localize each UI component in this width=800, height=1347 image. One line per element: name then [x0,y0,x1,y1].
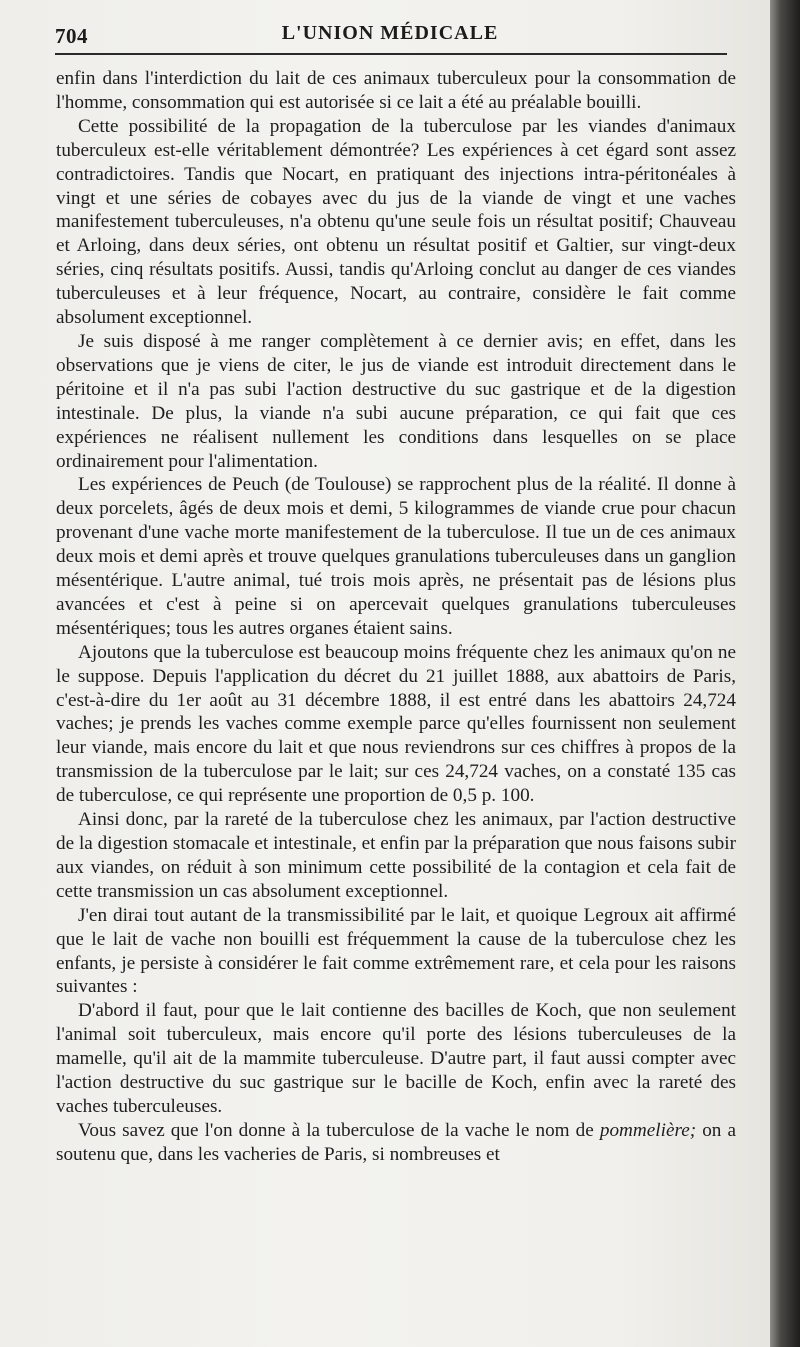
paragraph-pommeliere [56,1119,736,1167]
paragraph-milk-transmission: J'en dirai tout autant de la transmissibilité par le lait, et quoique Legroux ait affirmé que le lait de vache non bouilli est fréquemment la cause de la tuberculose chez les enfants, je persiste à considérer le fait comme extrêmement rare, et cela pour les raisons suivantes : [56,904,736,998]
paragraph-conclusion-meat: Ainsi donc, par la rareté de la tuberculose chez les animaux, par l'action destructive de la digestion stomacale et intestinale, et enfin par la préparation que nous faisons subir aux viandes, on réduit à son minimum cette possibilité de la contagion et cela fait de cette transmission un cas absolument exceptionnel. [56,809,736,902]
page-number: 704 [55,24,88,48]
pommeliere-text-before: Vous savez que l'on donne à la tuberculose de la vache le nom de [78,1119,600,1141]
paragraph-milk-ban: enfin dans l'interdiction du lait de ces animaux tuberculeux pour la consommation de l'homme, consommation qui est autorisée si ce lait a été au préalable bouilli. [56,68,736,113]
page-header [55,18,725,48]
journal-title: L'UNION MÉDICALE [281,22,499,44]
paragraph-slaughterhouse-stats: Ajoutons que la tuberculose est beaucoup moins fréquente chez les animaux qu'on ne le suppose. Depuis l'application du décret du 21 juillet 1888, aux abattoirs de Paris, c'est-à-dire du 1er août au 31 décembre 1888, il est entré dans les abattoirs 24,724 vaches; je prends les vaches comme exemple parce qu'elles fournissent non seulement leur viande, mais encore du lait et que nous reviendrons sur ces chiffres à propos de la transmission de la tuberculose par le lait; sur ces 24,724 vaches, on a constaté 135 cas de tuberculose, ce qui représente une proportion de 0,5 p. 100. [56,641,736,807]
paragraph-author-opinion: Je suis disposé à me ranger complètement à ce dernier avis; en effet, dans les observations que je viens de citer, le jus de viande est introduit directement dans le péritoine et il n'a pas subi l'action destructive du suc gastrique et de la digestion intestinale. De plus, la viande n'a subi aucune préparation, ce qui fait que ces expériences ne réalisent nullement les conditions dans lesquelles on se place ordinairement pour l'alimentation. [56,330,736,472]
paragraph-koch-bacillus: D'abord il faut, pour que le lait contienne des bacilles de Koch, que non seulement l'animal soit tuberculeux, mais encore qu'il porte des lésions tuberculeuses de la mamelle, qu'il ait de la mammite tuberculeuse. D'autre part, il faut aussi compter avec l'action destructive du suc gastrique sur le bacille de Koch, enfin avec la rareté des vaches tuberculeuses. [56,1000,736,1117]
paragraph-meat-contagion: Cette possibilité de la propagation de la tuberculose par les viandes d'animaux tuberculeux est-elle véritablement démontrée? Les expériences à cet égard sont assez contradictoires. Tandis que Nocart, en pratiquant des injections intra-péritonéales à vingt et une séries de cobayes avec du jus de la viande de vingt et une vaches manifestement tuberculeuses, n'a obtenu qu'une seule fois un résultat positif; Chauveau et Arloing, dans deux séries, ont obtenu un résultat positif et Galtier, sur vingt-deux séries, cinq résultats positifs. Aussi, tandis qu'Arloing conclut au danger de ces viandes tuberculeuses et à leur fréquence, Nocart, au contraire, considère le fait comme absolument exceptionnel. [56,115,736,329]
pommeliere-text-after: on a soutenu que, dans les vacheries de Paris, si nombreuses et [56,1119,736,1165]
paragraph-peuch-experiments: Les expériences de Peuch (de Toulouse) se rapprochent plus de la réalité. Il donne à deux porcelets, âgés de deux mois et demi, 5 kilogrammes de viande crue pour chacun provenant d'une vache morte manifestement de la tuberculose. Il tue un de ces animaux deux mois et demi après et trouve quelques granulations tuberculeuses dans un ganglion mésentérique. L'autre animal, tué trois mois après, ne présentait pas de lésions plus avancées et c'est à peine si on apercevait quelques granulations tuberculeuses mésentériques; tous les autres organes étaient sains. [56,474,736,639]
header-rule [55,53,727,55]
pommeliere-term: pommelière; [599,1119,697,1141]
article-body [56,67,736,1167]
page-edge-shadow [770,0,800,1347]
